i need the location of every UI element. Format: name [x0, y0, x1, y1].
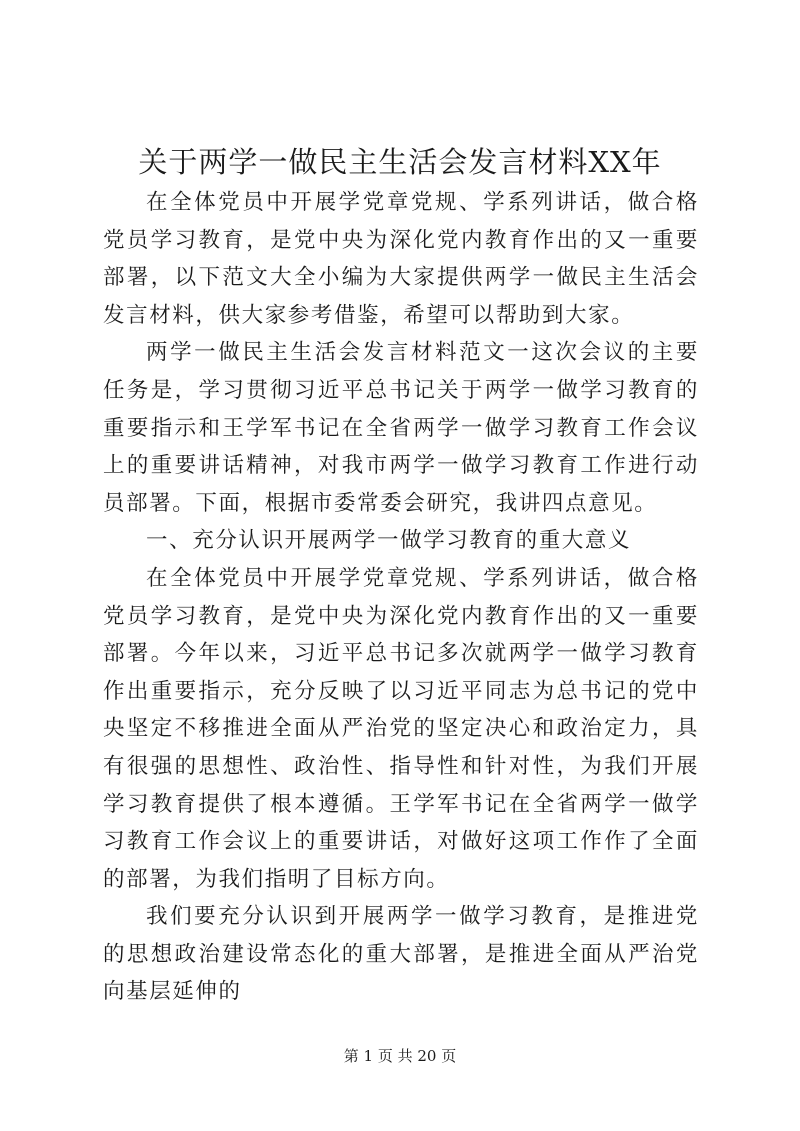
paragraph-section-1-continued: 我们要充分认识到开展两学一做学习教育，是推进党的思想政治建设常态化的重大部署，是推进全面从严治党向基层延伸的	[103, 904, 699, 1005]
paragraph-speech-opening: 两学一做民主生活会发言材料范文一这次会议的主要任务是，学习贯彻习近平总书记关于两学一做学习教育的重要指示和王学军书记在全省两学一做学习教育工作会议上的重要讲话精神，对我市两学一做学习教育工作进行动员部署。下面，根据市委常委会研究，我讲四点意见。	[103, 340, 699, 516]
page-number-footer: 第 1 页 共 20 页	[343, 1047, 457, 1065]
document-title: 关于两学一做民主生活会发言材料XX年	[138, 145, 662, 179]
paragraph-section-1: 在全体党员中开展学党章党规、学系列讲话，做合格党员学习教育，是党中央为深化党内教育作出的又一重要部署。今年以来，习近平总书记多次就两学一做学习教育作出重要指示，充分反映了以习近平同志为总书记的党中央坚定不移推进全面从严治党的坚定决心和政治定力，具有很强的思想性、政治性、指导性和针对性，为我们开展学习教育提供了根本遵循。王学军书记在全省两学一做学习教育工作会议上的重要讲话，对做好这项工作作了全面的部署，为我们指明了目标方向。	[103, 565, 699, 892]
document-body	[103, 184, 699, 1011]
paragraph-intro: 在全体党员中开展学党章党规、学系列讲话，做合格党员学习教育，是党中央为深化党内教育作出的又一重要部署，以下范文大全小编为大家提供两学一做民主生活会发言材料，供大家参考借鉴，希望可以帮助到大家。	[103, 190, 699, 328]
section-heading-1: 一、充分认识开展两学一做学习教育的重大意义	[146, 528, 632, 554]
